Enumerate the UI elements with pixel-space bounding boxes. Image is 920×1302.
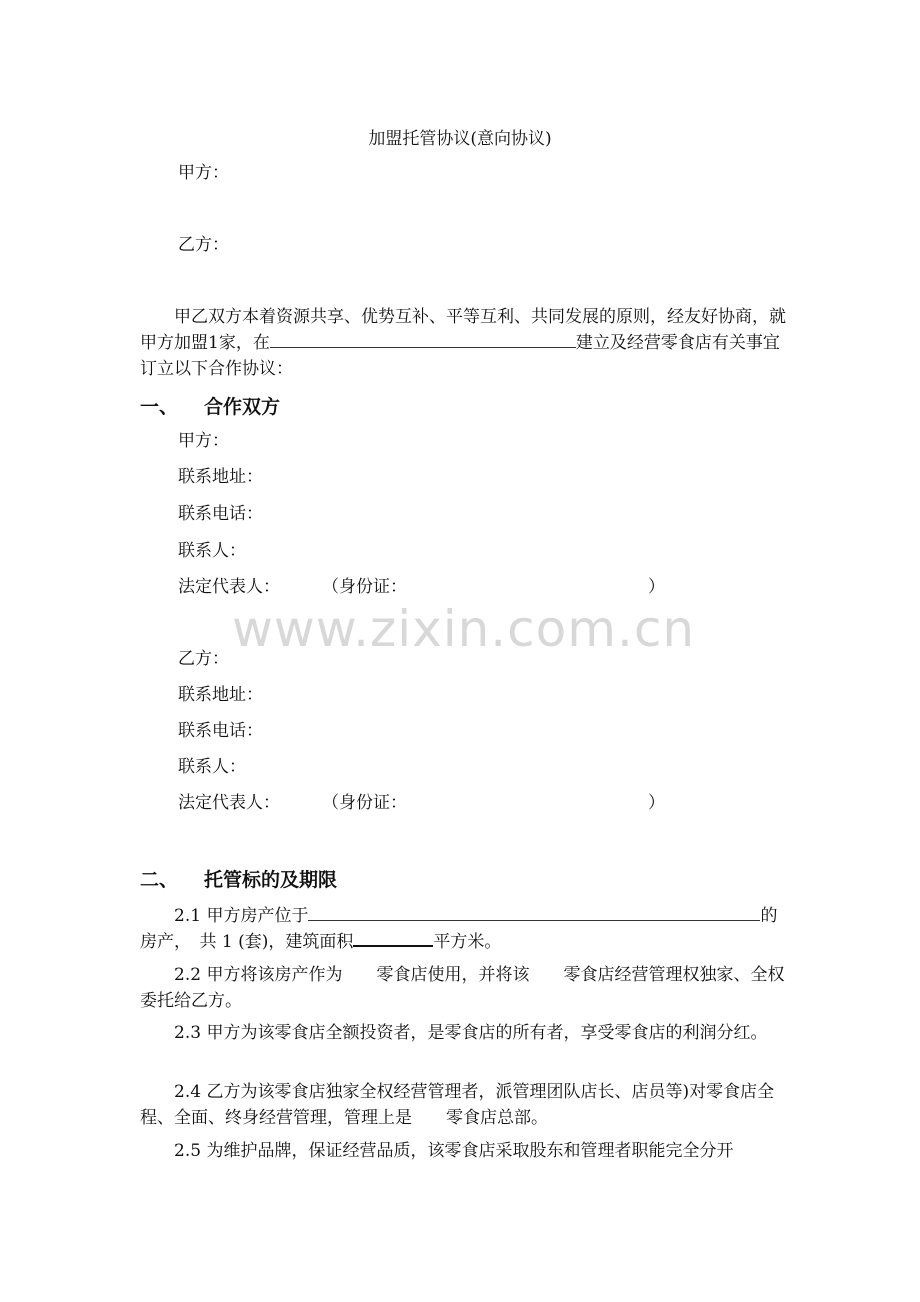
location-blank (270, 331, 576, 348)
clause-2-1-text-b: 的房产， 共 1 (套)，建筑面积 (140, 906, 778, 952)
floor-area-blank (353, 929, 433, 947)
s1-party-a-contact: 联系人： (178, 541, 246, 561)
s1-party-a-phone: 联系电话： (178, 504, 263, 524)
s1-party-a-id-close: ） (648, 577, 665, 597)
section-1-heading (140, 392, 280, 419)
s1-party-b-contact: 联系人： (178, 757, 246, 777)
s1-party-b-id-close: ） (648, 793, 665, 813)
clause-2-2-text: 2.2 甲方将该房产作为 零食店使用，并将该 零食店经营管理权独家、全权委托给乙方。 (140, 965, 785, 1011)
document-title: 加盟托管协议(意向协议) (368, 129, 552, 149)
s1-party-b-id-open: （身份证： (322, 793, 407, 813)
section-1-number: 一、 (140, 396, 179, 418)
s1-party-a-id-open: （身份证： (322, 577, 407, 597)
section-2-heading (140, 865, 337, 892)
s1-party-b-address: 联系地址： (178, 685, 263, 705)
clause-2-5 (140, 1138, 790, 1164)
section-2-number: 二、 (140, 869, 179, 891)
clause-2-3 (140, 1020, 790, 1046)
intro-text-2: 建立及经营零食店有关事宜订立以下合作协议： (140, 333, 780, 379)
s1-party-b-legal-rep: 法定代表人： (178, 793, 280, 813)
clause-2-2 (140, 962, 790, 1014)
s1-party-b-phone: 联系电话： (178, 721, 263, 741)
clause-2-4-text: 2.4 乙方为该零食店独家全权经营管理者，派管理团队店长、店员等)对零食店全程、全面、终身经营管理，管理上是 零食店总部。 (140, 1082, 775, 1128)
section-2-title: 托管标的及期限 (204, 869, 338, 891)
clause-2-5-text: 2.5 为维护品牌，保证经营品质，该零食店采取股东和管理者职能完全分开 (174, 1141, 734, 1161)
clause-2-3-text: 2.3 甲方为该零食店全额投资者，是零食店的所有者，享受零食店的利润分红。 (174, 1023, 768, 1043)
clause-2-1-text-c: 平方米。 (433, 932, 502, 952)
section-1-title: 合作双方 (204, 396, 281, 418)
s1-party-a-legal-rep: 法定代表人： (178, 577, 280, 597)
clause-2-1 (140, 903, 790, 955)
s1-party-a-label: 甲方： (178, 431, 229, 451)
clause-2-4 (140, 1079, 790, 1131)
intro-text-1: 甲乙双方本着资源共享、优势互补、平等互利、共同发展的原则，经友好协商，就甲方加盟1家，在 (140, 307, 786, 353)
intro-paragraph (140, 304, 790, 382)
s1-party-b-label: 乙方： (178, 649, 229, 669)
watermark: www.zixin.com.cn (232, 600, 696, 658)
clause-2-1-text-a: 2.1 甲方房产位于 (174, 906, 309, 926)
party-b-header-label: 乙方： (178, 235, 229, 255)
party-a-header-label: 甲方： (178, 163, 229, 183)
s1-party-a-address: 联系地址： (178, 467, 263, 487)
property-address-blank (308, 904, 760, 921)
